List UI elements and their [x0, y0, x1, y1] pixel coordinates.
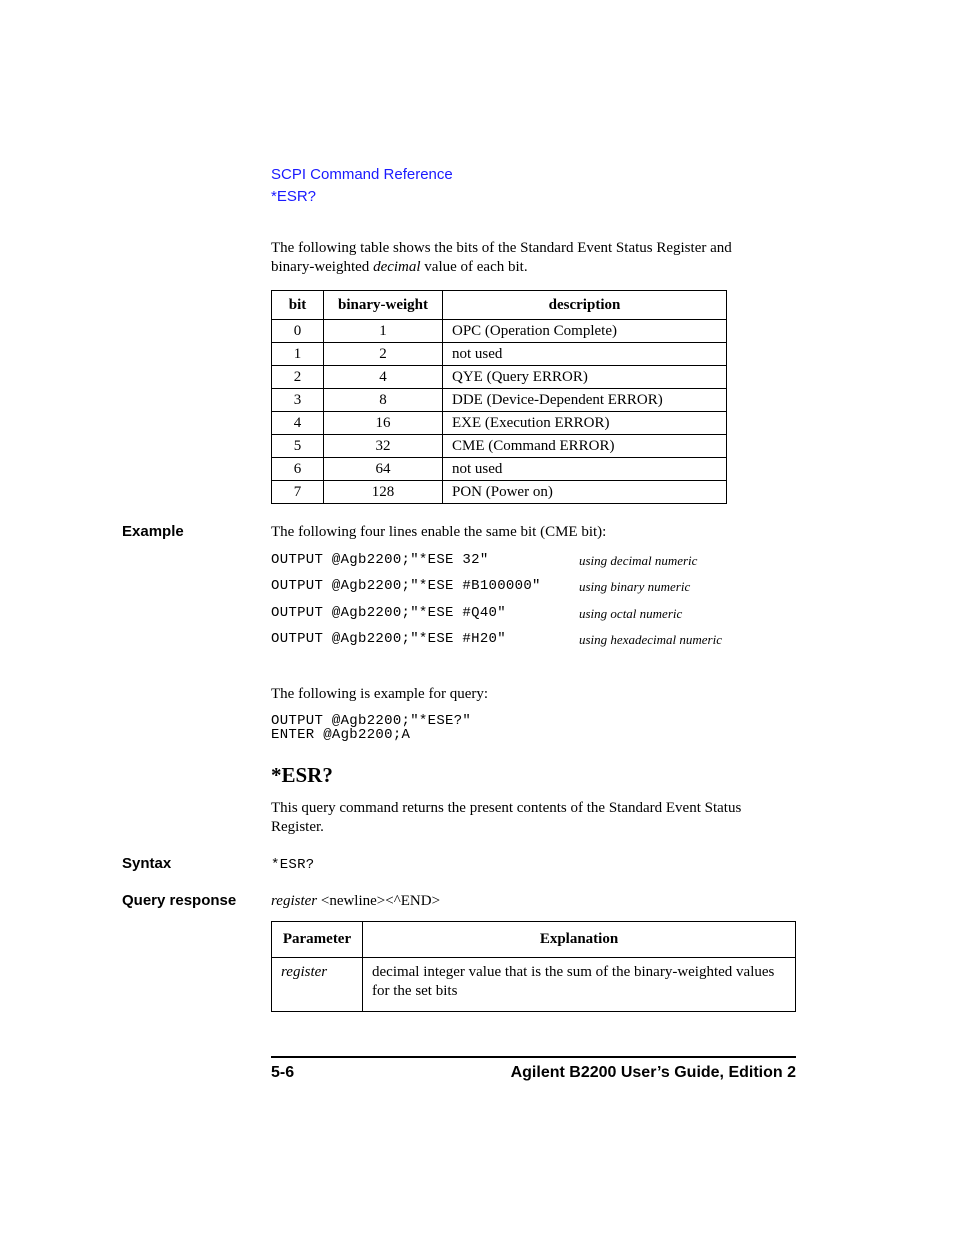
intro-text-end: value of each bit. [420, 259, 528, 275]
esr-description-line-1: This query command returns the present contents of the Standard Event Status [271, 800, 742, 816]
syntax-value: *ESR? [271, 857, 315, 873]
intro-text: binary-weighted [271, 259, 374, 275]
weight-cell: 2 [324, 343, 443, 366]
query-response-value [271, 892, 440, 911]
col-header-parameter: Parameter [272, 922, 363, 958]
footer-rule [271, 1056, 796, 1058]
table-row [272, 435, 727, 458]
col-header-binary-weight: binary-weight [324, 291, 443, 320]
example-label: Example [122, 523, 184, 540]
weight-cell: 8 [324, 389, 443, 412]
bit-cell: 3 [272, 389, 324, 412]
table-row [272, 958, 796, 1012]
command-heading: *ESR? [271, 763, 333, 787]
footer-title: Agilent B2200 User’s Guide, Edition 2 [510, 1064, 796, 1081]
example-code-line-4: OUTPUT @Agb2200;"*ESE #H20" [271, 631, 506, 647]
parameter-table [271, 921, 796, 1012]
query-response-param: register [271, 893, 318, 909]
explanation-line-1: decimal integer value that is the sum of the binary-weighted values [372, 964, 775, 980]
example-note-1: using decimal numeric [579, 553, 698, 568]
intro-line-1: The following table shows the bits of the Standard Event Status Register and [271, 240, 732, 256]
weight-cell: 4 [324, 366, 443, 389]
syntax-label: Syntax [122, 855, 172, 872]
intro-emphasis: decimal [373, 259, 421, 275]
intro-paragraph [271, 239, 732, 277]
example-note-2: using binary numeric [579, 579, 691, 594]
weight-cell: 32 [324, 435, 443, 458]
table-row [272, 343, 727, 366]
col-header-bit: bit [272, 291, 324, 320]
explanation-cell [363, 958, 796, 1012]
table-row [272, 320, 727, 343]
query-code-line-2: ENTER @Agb2200;A [271, 727, 411, 743]
table-row [272, 458, 727, 481]
col-header-explanation: Explanation [363, 922, 796, 958]
bit-cell: 1 [272, 343, 324, 366]
bit-cell: 5 [272, 435, 324, 458]
description-cell: not used [443, 343, 727, 366]
query-response-label: Query response [122, 892, 237, 909]
bit-cell: 4 [272, 412, 324, 435]
col-header-description: description [443, 291, 727, 320]
description-cell: PON (Power on) [443, 481, 727, 504]
query-example-text: The following is example for query: [271, 686, 489, 702]
weight-cell: 64 [324, 458, 443, 481]
description-cell: EXE (Execution ERROR) [443, 412, 727, 435]
query-code-line-1: OUTPUT @Agb2200;"*ESE?" [271, 713, 472, 729]
example-code-line-3: OUTPUT @Agb2200;"*ESE #Q40" [271, 605, 506, 621]
esr-description-line-2: Register. [271, 819, 324, 835]
page-number: 5-6 [271, 1064, 295, 1081]
table-row [272, 366, 727, 389]
description-cell: DDE (Device-Dependent ERROR) [443, 389, 727, 412]
esr-description [271, 799, 741, 837]
example-note-4: using hexadecimal numeric [579, 632, 722, 647]
description-cell: not used [443, 458, 727, 481]
bits-table-header [272, 291, 727, 320]
table-row [272, 389, 727, 412]
table-row [272, 481, 727, 504]
example-text: The following four lines enable the same bit (CME bit): [271, 524, 607, 540]
example-code-line-1: OUTPUT @Agb2200;"*ESE 32" [271, 552, 489, 568]
parameter-table-header [272, 922, 796, 958]
example-note-3: using octal numeric [579, 606, 683, 621]
description-cell: QYE (Query ERROR) [443, 366, 727, 389]
bit-cell: 7 [272, 481, 324, 504]
weight-cell: 128 [324, 481, 443, 504]
intro-line-2 [271, 258, 732, 277]
description-cell: OPC (Operation Complete) [443, 320, 727, 343]
running-header-command: *ESR? [271, 188, 317, 205]
table-row [272, 412, 727, 435]
explanation-line-2: for the set bits [372, 983, 458, 999]
running-header-section: SCPI Command Reference [271, 166, 453, 183]
weight-cell: 1 [324, 320, 443, 343]
weight-cell: 16 [324, 412, 443, 435]
parameter-name: register [281, 964, 328, 980]
bits-table [271, 290, 727, 504]
example-code-line-2: OUTPUT @Agb2200;"*ESE #B100000" [271, 578, 541, 594]
bit-cell: 2 [272, 366, 324, 389]
query-response-rest: <newline><^END> [317, 893, 441, 909]
bit-cell: 0 [272, 320, 324, 343]
bit-cell: 6 [272, 458, 324, 481]
description-cell: CME (Command ERROR) [443, 435, 727, 458]
parameter-cell [272, 958, 363, 1012]
